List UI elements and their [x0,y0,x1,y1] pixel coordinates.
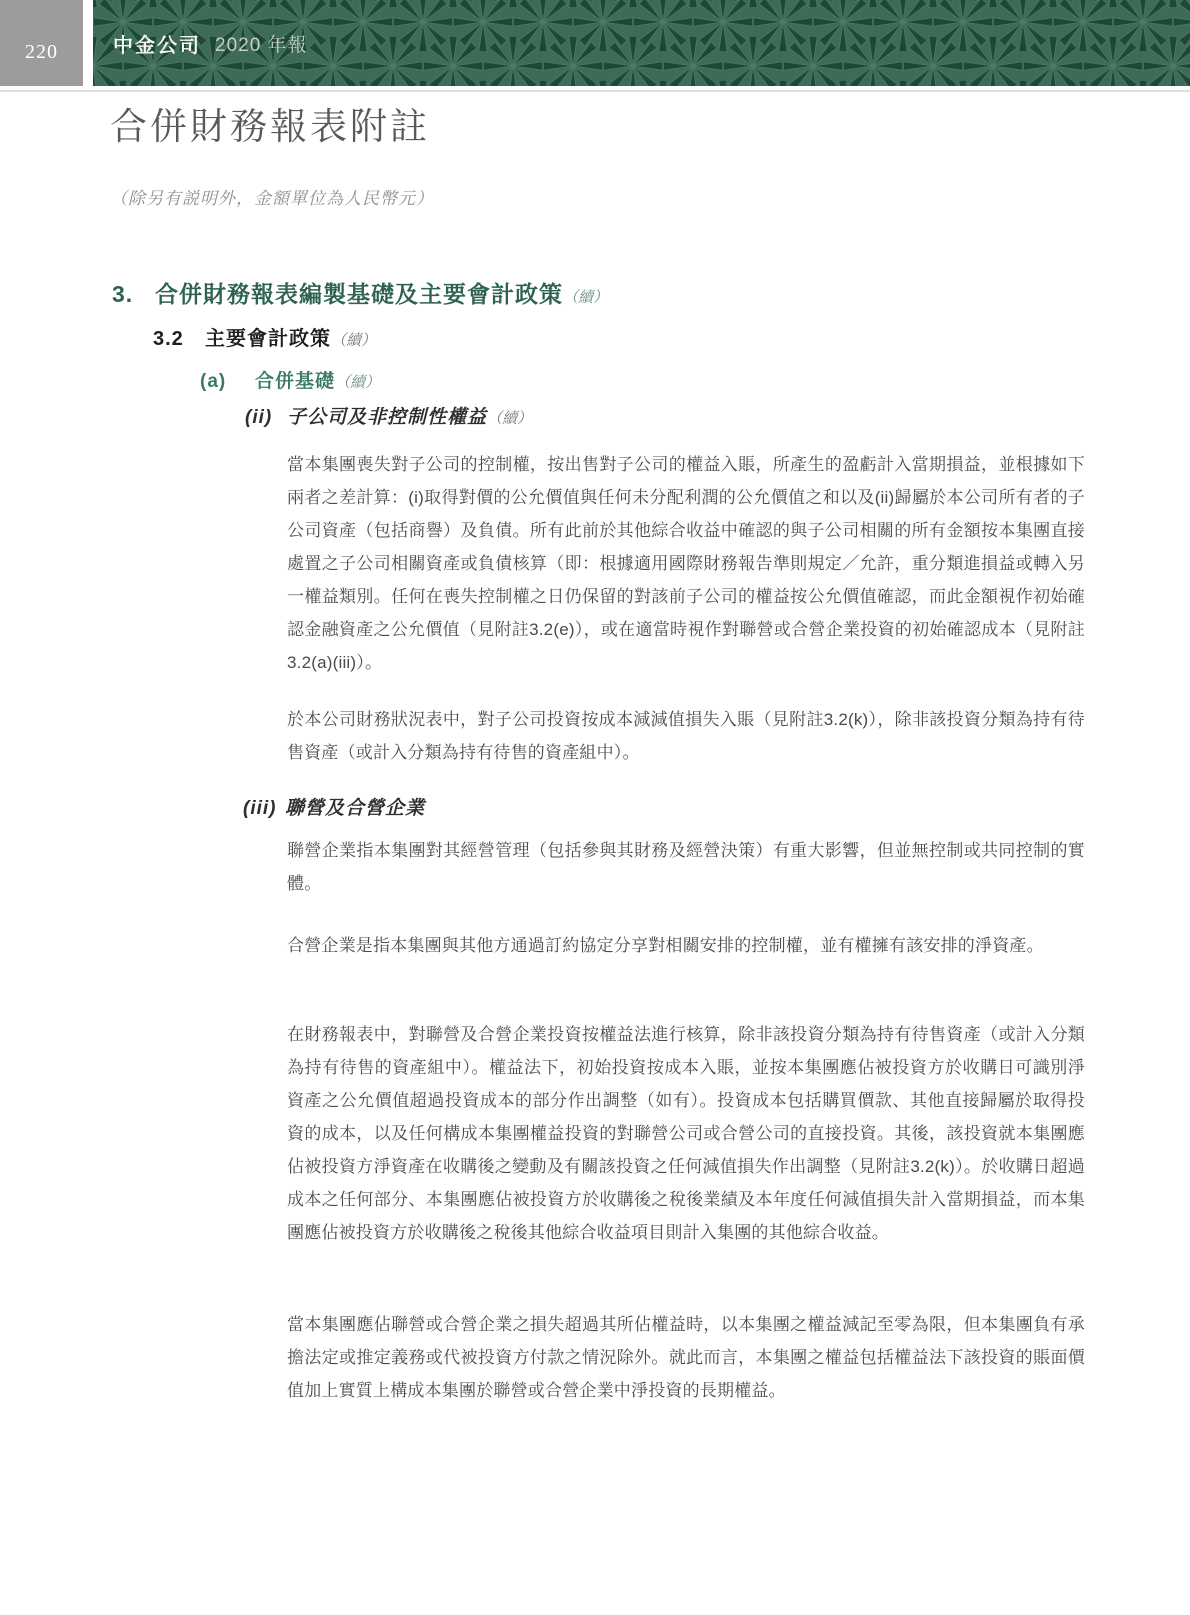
subsection-3-2-title: 主要會計政策 [205,328,331,350]
item-ii-heading [245,402,532,429]
section-3-title: 合併財務報表編製基礎及主要會計政策 [155,281,563,307]
item-iii-heading [243,793,425,820]
section-3-heading [112,276,608,309]
currency-note: （除另有説明外，金額單位為人民幣元） [110,189,434,208]
item-a-number: (a) [200,371,227,392]
paragraph-company-statement: 於本公司財務狀況表中，對子公司投資按成本減減值損失入賬（見附註3.2(k)），除非該投資分類為持有待售資產（或計入分類為持有待售的資產組中）。 [287,710,1085,762]
section-3-continued: （續） [563,290,609,306]
paragraph-equity-method: 在財務報表中，對聯營及合營企業投資按權益法進行核算，除非該投資分類為持有待售資產（或計入分類為持有待售的資產組中）。權益法下，初始投資按成本入賬，並按本集團應佔被投資方於收購日可識別淨資產之公允價值超過投資成本的部分作出調整（如有）。投資成本包括購買價款、其他直接歸屬於取得投資的成本，以及任何構成本集團權益投資的對聯營公司或合營公司的直接投資。其後，該投資就本集團應佔被投資方淨資產在收購後之變動及有關該投資之任何減值損失作出調整（見附註3.2(k)）。於收購日超過成本之任何部分、本集團應佔被投資方於收購後之稅後業績及本年度任何減值損失計入當期損益，而本集團應佔被投資方於收購後之稅後其他綜合收益項目則計入集團的其他綜合收益。 [287,1025,1085,1242]
item-ii-title: 子公司及非控制性權益 [287,407,488,428]
paragraph-joint-venture-definition: 合營企業是指本集團與其他方通過訂約協定分享對相關安排的控制權，並有權擁有該安排的淨資產。 [287,936,1044,955]
paragraph-loss-of-control: 當本集團喪失對子公司的控制權，按出售對子公司的權益入賬，所產生的盈虧計入當期損益，並根據如下兩者之差計算：(i)取得對價的公允價值與任何未分配利潤的公允價值之和以及(ii)歸屬於本公司所有者的子公司資產（包括商譽）及負債。所有此前於其他綜合收益中確認的與子公司相關的所有金額按本集團直接處置之子公司相關資產或負債核算（即：根據適用國際財務報告準則規定／允許，重分類進損益或轉入另一權益類別。任何在喪失控制權之日仍保留的對該前子公司的權益按公允價值確認，而此金額視作初始確認金融資產之公允價值（見附註3.2(e)），或在適當時視作對聯營或合營企業投資的初始確認成本（見附註3.2(a)(iii)）。 [287,455,1085,672]
item-iii-title: 聯營及合營企業 [285,798,426,819]
company-name: 中金公司 [113,34,201,57]
item-ii-continued: （續） [487,411,533,427]
page-number-box [0,0,83,86]
page-number: 220 [25,41,58,63]
header-band-text [113,0,308,86]
header-band [93,0,1190,86]
section-3-number: 3. [112,281,134,307]
report-year: 2020 年報 [215,34,308,56]
item-a-heading [200,366,380,393]
header-rule [0,90,1190,92]
item-iii-number: (iii) [243,798,277,819]
paragraph-associates-definition: 聯營企業指本集團對其經營管理（包括參與其財務及經營決策）有重大影響，但並無控制或共同控制的實體。 [287,841,1085,893]
item-ii-number: (ii) [245,407,273,428]
subsection-3-2-continued: （續） [331,333,377,349]
page-title: 合併財務報表附註 [110,107,430,148]
subsection-3-2-heading [153,322,376,351]
paragraph-losses-exceeding-interest: 當本集團應佔聯營或合營企業之損失超過其所佔權益時，以本集團之權益減記至零為限，但本集團負有承擔法定或推定義務或代被投資方付款之情況除外。就此而言，本集團之權益包括權益法下該投資的賬面價值加上實質上構成本集團於聯營或合營企業中淨投資的長期權益。 [287,1315,1085,1400]
item-a-continued: （續） [335,375,381,391]
subsection-3-2-number: 3.2 [153,328,184,350]
item-a-title: 合併基礎 [255,371,336,392]
